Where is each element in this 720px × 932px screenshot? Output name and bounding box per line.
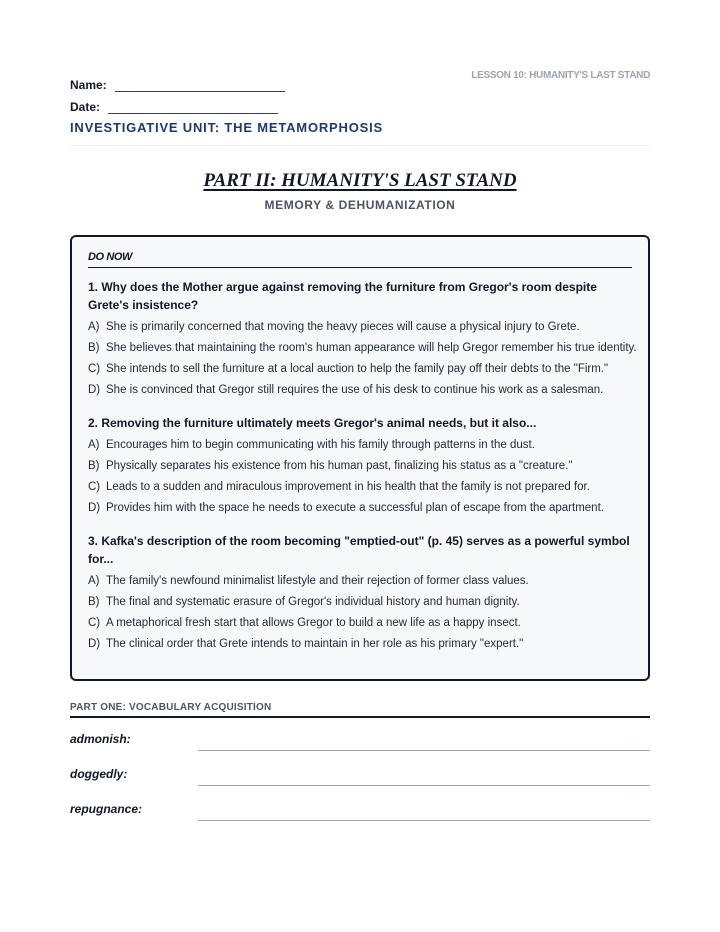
vocab-word: doggedly: (70, 767, 128, 781)
title-block (70, 170, 650, 212)
answer-option[interactable]: C) Leads to a sudden and miraculous improvement in his health that the family is not prepared for. (88, 481, 590, 493)
vocabulary-title: PART ONE: VOCABULARY ACQUISITION (70, 702, 650, 718)
question-2 (88, 414, 632, 516)
name-field-line[interactable] (115, 77, 285, 92)
vocab-row (70, 788, 650, 823)
question-text: 2. Removing the furniture ultimately meets Gregor's animal needs, but it also... (88, 416, 537, 430)
answer-option[interactable]: D) Provides him with the space he needs to execute a successful plan of escape from the apartment. (88, 502, 604, 514)
question-3 (88, 532, 632, 652)
question-text: 3. Kafka's description of the room becoming "emptied-out" (p. 45) serves as a powerful symbol for... (88, 534, 630, 566)
unit-title: INVESTIGATIVE UNIT: THE METAMORPHOSIS (70, 120, 383, 135)
lesson-label: LESSON 10: HUMANITY'S LAST STAND (471, 70, 650, 81)
question-text: 1. Why does the Mother argue against removing the furniture from Gregor's room despite Grete's insistence? (88, 280, 597, 312)
answer-option[interactable]: C) A metaphorical fresh start that allows Gregor to build a new life as a happy insect. (88, 617, 521, 629)
header (70, 70, 650, 135)
question-1 (88, 278, 637, 398)
name-label: Name: (70, 78, 107, 92)
page-subtitle: MEMORY & DEHUMANIZATION (264, 198, 456, 212)
vocabulary-section (70, 702, 650, 823)
vocab-answer-line[interactable] (198, 820, 650, 821)
answer-option[interactable]: A) She is primarily concerned that moving the heavy pieces will cause a physical injury to Grete. (88, 321, 580, 333)
answer-option[interactable]: C) She intends to sell the furniture at a local auction to help the family pay off their debts to the "Firm." (88, 363, 609, 375)
vocab-row (70, 718, 650, 753)
page-title: PART II: HUMANITY'S LAST STAND (203, 170, 517, 191)
vocab-word: repugnance: (70, 802, 143, 816)
answer-option[interactable]: A) Encourages him to begin communicating with his family through patterns in the dust. (88, 439, 535, 451)
answer-option[interactable]: D) She is convinced that Gregor still requires the use of his desk to continue his work as a salesman. (88, 384, 604, 396)
header-divider (70, 145, 650, 146)
answer-option[interactable]: B) The final and systematic erasure of Gregor's individual history and human dignity. (88, 596, 520, 608)
vocab-answer-line[interactable] (198, 750, 650, 751)
date-label: Date: (70, 100, 101, 114)
vocab-answer-line[interactable] (198, 785, 650, 786)
answer-option[interactable]: A) The family's newfound minimalist lifestyle and their rejection of former class values. (88, 575, 529, 587)
do-now-box (70, 235, 650, 681)
vocab-row (70, 753, 650, 788)
date-row (70, 92, 650, 114)
answer-option[interactable]: D) The clinical order that Grete intends to maintain in her role as his primary "expert." (88, 638, 524, 650)
do-now-title: DO NOW (88, 251, 632, 268)
answer-option[interactable]: B) She believes that maintaining the room's human appearance will help Gregor remember his true identity. (88, 342, 637, 354)
answer-option[interactable]: B) Physically separates his existence from his human past, finalizing his status as a "creature." (88, 460, 573, 472)
vocab-word: admonish: (70, 732, 131, 746)
date-field-line[interactable] (108, 99, 278, 114)
